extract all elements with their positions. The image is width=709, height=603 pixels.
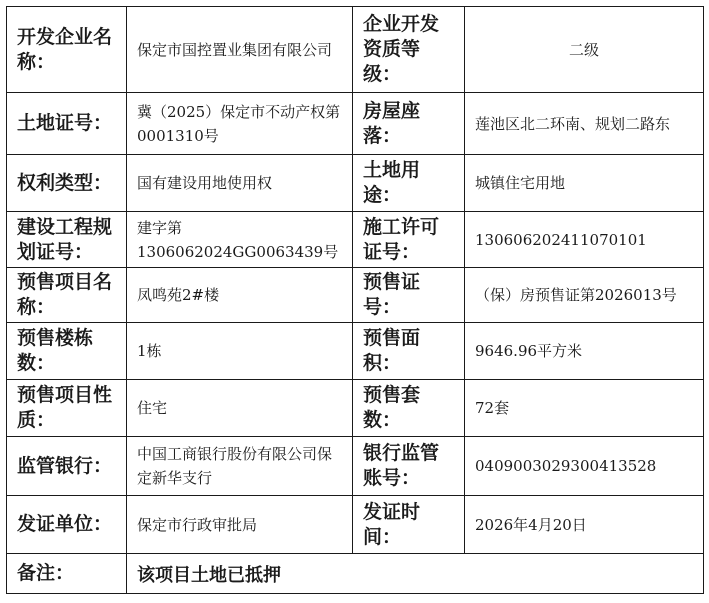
remark-value: 该项目土地已抵押 bbox=[127, 554, 704, 594]
developer-value: 保定市国控置业集团有限公司 bbox=[127, 7, 353, 93]
issue-date-value: 2026年4月20日 bbox=[465, 496, 704, 554]
construction-permit-label: 施工许可证号： bbox=[353, 212, 465, 268]
bank-account-value: 0409003029300413528 bbox=[465, 437, 704, 496]
table-row bbox=[7, 554, 704, 594]
presale-area-label: 预售面积： bbox=[353, 323, 465, 380]
land-use-label: 土地用途： bbox=[353, 155, 465, 212]
issuer-value: 保定市行政审批局 bbox=[127, 496, 353, 554]
project-nature-value: 住宅 bbox=[127, 380, 353, 437]
location-label: 房屋座落： bbox=[353, 93, 465, 155]
right-type-value: 国有建设用地使用权 bbox=[127, 155, 353, 212]
location-value: 莲池区北二环南、规划二路东 bbox=[465, 93, 704, 155]
qualification-label: 企业开发资质等级： bbox=[353, 7, 465, 93]
presale-area-value: 9646.96平方米 bbox=[465, 323, 704, 380]
table-row bbox=[7, 380, 704, 437]
project-name-value: 凤鸣苑2#楼 bbox=[127, 268, 353, 323]
unit-count-label: 预售套数： bbox=[353, 380, 465, 437]
unit-count-value: 72套 bbox=[465, 380, 704, 437]
developer-label: 开发企业名称： bbox=[7, 7, 127, 93]
presale-permit-table bbox=[6, 6, 704, 594]
planning-cert-value: 建字第1306062024GG0063439号 bbox=[127, 212, 353, 268]
issuer-label: 发证单位： bbox=[7, 496, 127, 554]
project-nature-label: 预售项目性质： bbox=[7, 380, 127, 437]
bank-account-label: 银行监管账号： bbox=[353, 437, 465, 496]
table-row bbox=[7, 93, 704, 155]
table-row bbox=[7, 268, 704, 323]
building-count-value: 1栋 bbox=[127, 323, 353, 380]
table-row bbox=[7, 212, 704, 268]
right-type-label: 权利类型： bbox=[7, 155, 127, 212]
table-row bbox=[7, 7, 704, 93]
table-row bbox=[7, 496, 704, 554]
land-use-value: 城镇住宅用地 bbox=[465, 155, 704, 212]
table-row bbox=[7, 155, 704, 212]
table-row bbox=[7, 323, 704, 380]
bank-value: 中国工商银行股份有限公司保定新华支行 bbox=[127, 437, 353, 496]
qualification-value: 二级 bbox=[465, 7, 704, 93]
land-cert-label: 土地证号： bbox=[7, 93, 127, 155]
project-name-label: 预售项目名称： bbox=[7, 268, 127, 323]
table-row bbox=[7, 437, 704, 496]
remark-label: 备注： bbox=[7, 554, 127, 594]
building-count-label: 预售楼栋数： bbox=[7, 323, 127, 380]
construction-permit-value: 130606202411070101 bbox=[465, 212, 704, 268]
issue-date-label: 发证时间： bbox=[353, 496, 465, 554]
bank-label: 监管银行： bbox=[7, 437, 127, 496]
presale-cert-value: （保）房预售证第2026013号 bbox=[465, 268, 704, 323]
planning-cert-label: 建设工程规划证号： bbox=[7, 212, 127, 268]
land-cert-value: 冀（2025）保定市不动产权第0001310号 bbox=[127, 93, 353, 155]
presale-cert-label: 预售证号： bbox=[353, 268, 465, 323]
